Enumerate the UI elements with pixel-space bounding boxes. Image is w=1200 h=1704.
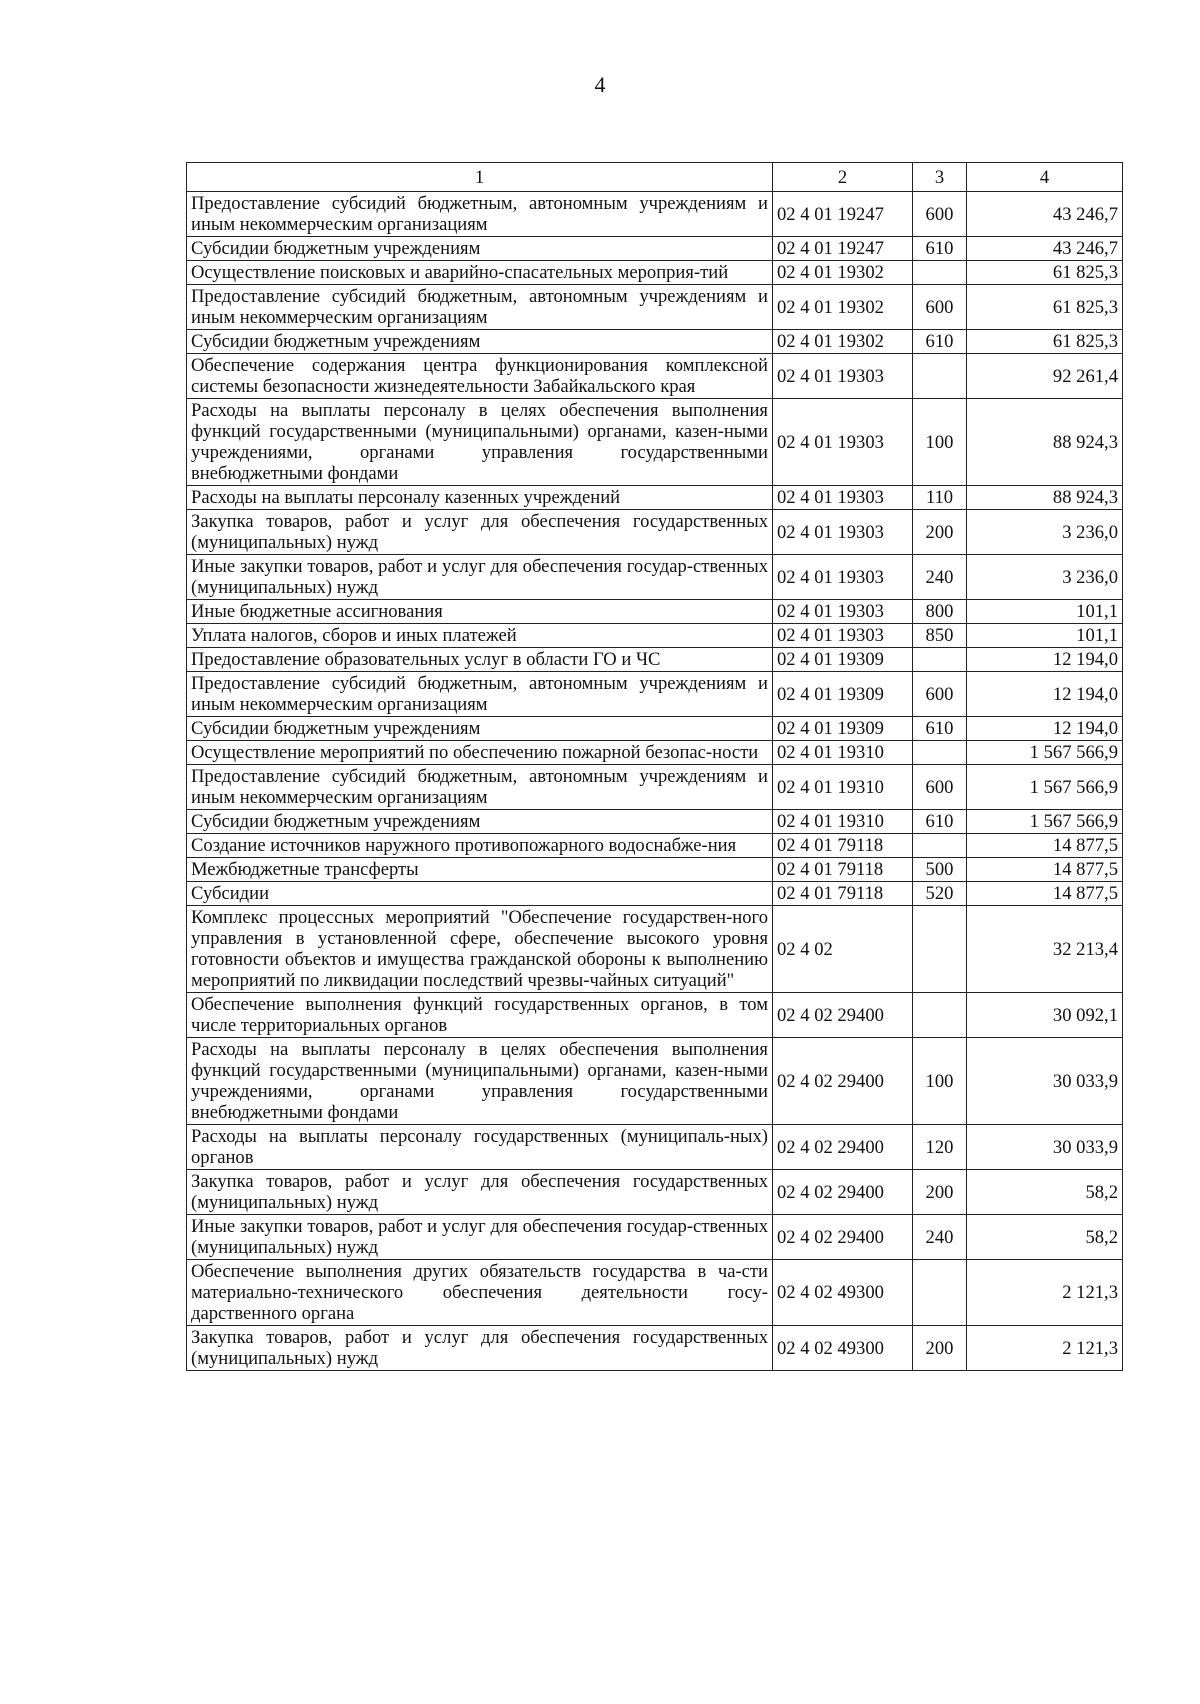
table-row (187, 285, 1123, 330)
row-code-cell: 02 4 01 79118 (773, 858, 913, 882)
row-name-cell: Расходы на выплаты персоналу казенных учреждений (187, 486, 773, 510)
row-name-cell: Уплата налогов, сборов и иных платежей (187, 624, 773, 648)
row-type-cell (913, 741, 967, 765)
row-name-cell: Предоставление образовательных услуг в области ГО и ЧС (187, 648, 773, 672)
row-amount-cell: 14 877,5 (967, 882, 1123, 906)
row-amount-cell: 1 567 566,9 (967, 741, 1123, 765)
table-body (187, 192, 1123, 1371)
row-code-cell: 02 4 01 19303 (773, 624, 913, 648)
row-name-cell: Межбюджетные трансферты (187, 858, 773, 882)
row-name-cell: Иные закупки товаров, работ и услуг для обеспечения государ-ственных (муниципальных) нужд (187, 1215, 773, 1260)
table-row (187, 1215, 1123, 1260)
table-row (187, 906, 1123, 993)
row-amount-cell: 58,2 (967, 1215, 1123, 1260)
row-amount-cell: 30 033,9 (967, 1038, 1123, 1125)
row-type-cell: 610 (913, 717, 967, 741)
row-amount-cell: 3 236,0 (967, 510, 1123, 555)
row-type-cell: 600 (913, 765, 967, 810)
row-type-cell: 200 (913, 510, 967, 555)
row-name-cell: Иные закупки товаров, работ и услуг для обеспечения государ-ственных (муниципальных) нужд (187, 555, 773, 600)
table-row (187, 510, 1123, 555)
row-name-cell: Расходы на выплаты персоналу в целях обеспечения выполнения функций государственными (муниципальными) органами, казен-ными учреждениями, органами управления государственными внебюджетными фондами (187, 1038, 773, 1125)
row-type-cell: 520 (913, 882, 967, 906)
table-row (187, 555, 1123, 600)
row-name-cell: Расходы на выплаты персоналу государственных (муниципаль-ных) органов (187, 1125, 773, 1170)
row-type-cell: 240 (913, 555, 967, 600)
row-code-cell: 02 4 02 29400 (773, 1125, 913, 1170)
row-name-cell: Закупка товаров, работ и услуг для обеспечения государственных (муниципальных) нужд (187, 1170, 773, 1215)
column-header-amount: 4 (967, 163, 1123, 192)
row-type-cell: 100 (913, 399, 967, 486)
row-name-cell: Предоставление субсидий бюджетным, автономным учреждениям и иным некоммерческим организациям (187, 765, 773, 810)
row-type-cell: 610 (913, 810, 967, 834)
table-row (187, 993, 1123, 1038)
row-code-cell: 02 4 01 19303 (773, 399, 913, 486)
row-type-cell: 800 (913, 600, 967, 624)
row-type-cell: 610 (913, 237, 967, 261)
row-type-cell: 200 (913, 1170, 967, 1215)
table-row (187, 330, 1123, 354)
row-amount-cell: 58,2 (967, 1170, 1123, 1215)
row-name-cell: Расходы на выплаты персоналу в целях обеспечения выполнения функций государственными (муниципальными) органами, казен-ными учреждениями, органами управления государственными внебюджетными фондами (187, 399, 773, 486)
row-code-cell: 02 4 01 19303 (773, 510, 913, 555)
row-amount-cell: 12 194,0 (967, 648, 1123, 672)
row-code-cell: 02 4 01 19309 (773, 672, 913, 717)
row-type-cell (913, 354, 967, 399)
row-type-cell: 100 (913, 1038, 967, 1125)
row-type-cell: 600 (913, 192, 967, 237)
table-row (187, 810, 1123, 834)
table-row (187, 1038, 1123, 1125)
table-row (187, 486, 1123, 510)
row-type-cell (913, 993, 967, 1038)
row-code-cell: 02 4 02 29400 (773, 1038, 913, 1125)
row-amount-cell: 92 261,4 (967, 354, 1123, 399)
row-name-cell: Комплекс процессных мероприятий "Обеспечение государствен-ного управления в установленной сфере, обеспечение высокого уровня готовности объектов и имущества гражданской обороны к выполнению мероприятий по ликвидации последствий чрезвы-чайных ситуаций" (187, 906, 773, 993)
row-name-cell: Обеспечение содержания центра функционирования комплексной системы безопасности жизнедеятельности Забайкальского края (187, 354, 773, 399)
row-code-cell: 02 4 01 19303 (773, 555, 913, 600)
row-amount-cell: 43 246,7 (967, 237, 1123, 261)
row-amount-cell: 30 092,1 (967, 993, 1123, 1038)
row-code-cell: 02 4 02 (773, 906, 913, 993)
row-type-cell: 600 (913, 672, 967, 717)
row-code-cell: 02 4 02 49300 (773, 1326, 913, 1371)
row-code-cell: 02 4 02 29400 (773, 1215, 913, 1260)
row-code-cell: 02 4 01 19310 (773, 810, 913, 834)
row-code-cell: 02 4 01 19247 (773, 237, 913, 261)
row-code-cell: 02 4 02 29400 (773, 993, 913, 1038)
page-number: 4 (594, 72, 606, 97)
row-name-cell: Закупка товаров, работ и услуг для обеспечения государственных (муниципальных) нужд (187, 1326, 773, 1371)
table-row (187, 858, 1123, 882)
row-amount-cell: 14 877,5 (967, 858, 1123, 882)
row-type-cell (913, 648, 967, 672)
row-code-cell: 02 4 02 29400 (773, 1170, 913, 1215)
table-row (187, 624, 1123, 648)
row-amount-cell: 61 825,3 (967, 261, 1123, 285)
row-type-cell (913, 1260, 967, 1326)
table-row (187, 1125, 1123, 1170)
row-code-cell: 02 4 01 19302 (773, 261, 913, 285)
row-amount-cell: 32 213,4 (967, 906, 1123, 993)
row-amount-cell: 2 121,3 (967, 1260, 1123, 1326)
row-name-cell: Создание источников наружного противопожарного водоснабже-ния (187, 834, 773, 858)
row-amount-cell: 1 567 566,9 (967, 810, 1123, 834)
row-amount-cell: 3 236,0 (967, 555, 1123, 600)
row-type-cell (913, 834, 967, 858)
table-header-row (187, 163, 1123, 192)
row-type-cell: 240 (913, 1215, 967, 1260)
row-code-cell: 02 4 01 19302 (773, 285, 913, 330)
row-code-cell: 02 4 02 49300 (773, 1260, 913, 1326)
table-row (187, 672, 1123, 717)
table-row (187, 741, 1123, 765)
row-code-cell: 02 4 01 19310 (773, 765, 913, 810)
row-amount-cell: 2 121,3 (967, 1326, 1123, 1371)
row-name-cell: Предоставление субсидий бюджетным, автономным учреждениям и иным некоммерческим организациям (187, 285, 773, 330)
row-name-cell: Осуществление поисковых и аварийно-спасательных мероприя-тий (187, 261, 773, 285)
row-type-cell: 600 (913, 285, 967, 330)
row-name-cell: Обеспечение выполнения других обязательств государства в ча-сти материально-технического обеспечения деятельности госу-дарственного органа (187, 1260, 773, 1326)
row-type-cell: 200 (913, 1326, 967, 1371)
row-code-cell: 02 4 01 79118 (773, 834, 913, 858)
table-row (187, 600, 1123, 624)
row-amount-cell: 1 567 566,9 (967, 765, 1123, 810)
table-row (187, 882, 1123, 906)
row-code-cell: 02 4 01 19303 (773, 600, 913, 624)
table-row (187, 354, 1123, 399)
row-type-cell (913, 261, 967, 285)
row-name-cell: Обеспечение выполнения функций государственных органов, в том числе территориальных органов (187, 993, 773, 1038)
row-amount-cell: 88 924,3 (967, 486, 1123, 510)
row-amount-cell: 12 194,0 (967, 717, 1123, 741)
table-row (187, 648, 1123, 672)
row-amount-cell: 101,1 (967, 600, 1123, 624)
row-type-cell (913, 906, 967, 993)
column-header-code: 2 (773, 163, 913, 192)
row-name-cell: Закупка товаров, работ и услуг для обеспечения государственных (муниципальных) нужд (187, 510, 773, 555)
row-name-cell: Субсидии бюджетным учреждениям (187, 237, 773, 261)
row-amount-cell: 14 877,5 (967, 834, 1123, 858)
table-row (187, 717, 1123, 741)
row-type-cell: 610 (913, 330, 967, 354)
table-row (187, 261, 1123, 285)
row-amount-cell: 88 924,3 (967, 399, 1123, 486)
row-code-cell: 02 4 01 19310 (773, 741, 913, 765)
row-code-cell: 02 4 01 19309 (773, 717, 913, 741)
table-row (187, 1326, 1123, 1371)
row-name-cell: Субсидии бюджетным учреждениям (187, 717, 773, 741)
row-code-cell: 02 4 01 19247 (773, 192, 913, 237)
row-amount-cell: 12 194,0 (967, 672, 1123, 717)
table-row (187, 192, 1123, 237)
row-name-cell: Осуществление мероприятий по обеспечению пожарной безопас-ности (187, 741, 773, 765)
row-name-cell: Субсидии бюджетным учреждениям (187, 810, 773, 834)
column-header-name: 1 (187, 163, 773, 192)
row-name-cell: Предоставление субсидий бюджетным, автономным учреждениям и иным некоммерческим организациям (187, 192, 773, 237)
row-code-cell: 02 4 01 79118 (773, 882, 913, 906)
row-type-cell: 500 (913, 858, 967, 882)
table-row (187, 1260, 1123, 1326)
row-name-cell: Субсидии (187, 882, 773, 906)
table-row (187, 834, 1123, 858)
table-row (187, 237, 1123, 261)
row-name-cell: Иные бюджетные ассигнования (187, 600, 773, 624)
row-code-cell: 02 4 01 19302 (773, 330, 913, 354)
table-row (187, 1170, 1123, 1215)
table-row (187, 765, 1123, 810)
row-amount-cell: 61 825,3 (967, 330, 1123, 354)
column-header-type: 3 (913, 163, 967, 192)
row-amount-cell: 61 825,3 (967, 285, 1123, 330)
row-amount-cell: 30 033,9 (967, 1125, 1123, 1170)
row-name-cell: Субсидии бюджетным учреждениям (187, 330, 773, 354)
row-type-cell: 120 (913, 1125, 967, 1170)
budget-table (186, 162, 1123, 1371)
row-code-cell: 02 4 01 19303 (773, 486, 913, 510)
row-code-cell: 02 4 01 19303 (773, 354, 913, 399)
row-amount-cell: 43 246,7 (967, 192, 1123, 237)
row-code-cell: 02 4 01 19309 (773, 648, 913, 672)
table-row (187, 399, 1123, 486)
row-type-cell: 850 (913, 624, 967, 648)
row-type-cell: 110 (913, 486, 967, 510)
row-amount-cell: 101,1 (967, 624, 1123, 648)
row-name-cell: Предоставление субсидий бюджетным, автономным учреждениям и иным некоммерческим организациям (187, 672, 773, 717)
